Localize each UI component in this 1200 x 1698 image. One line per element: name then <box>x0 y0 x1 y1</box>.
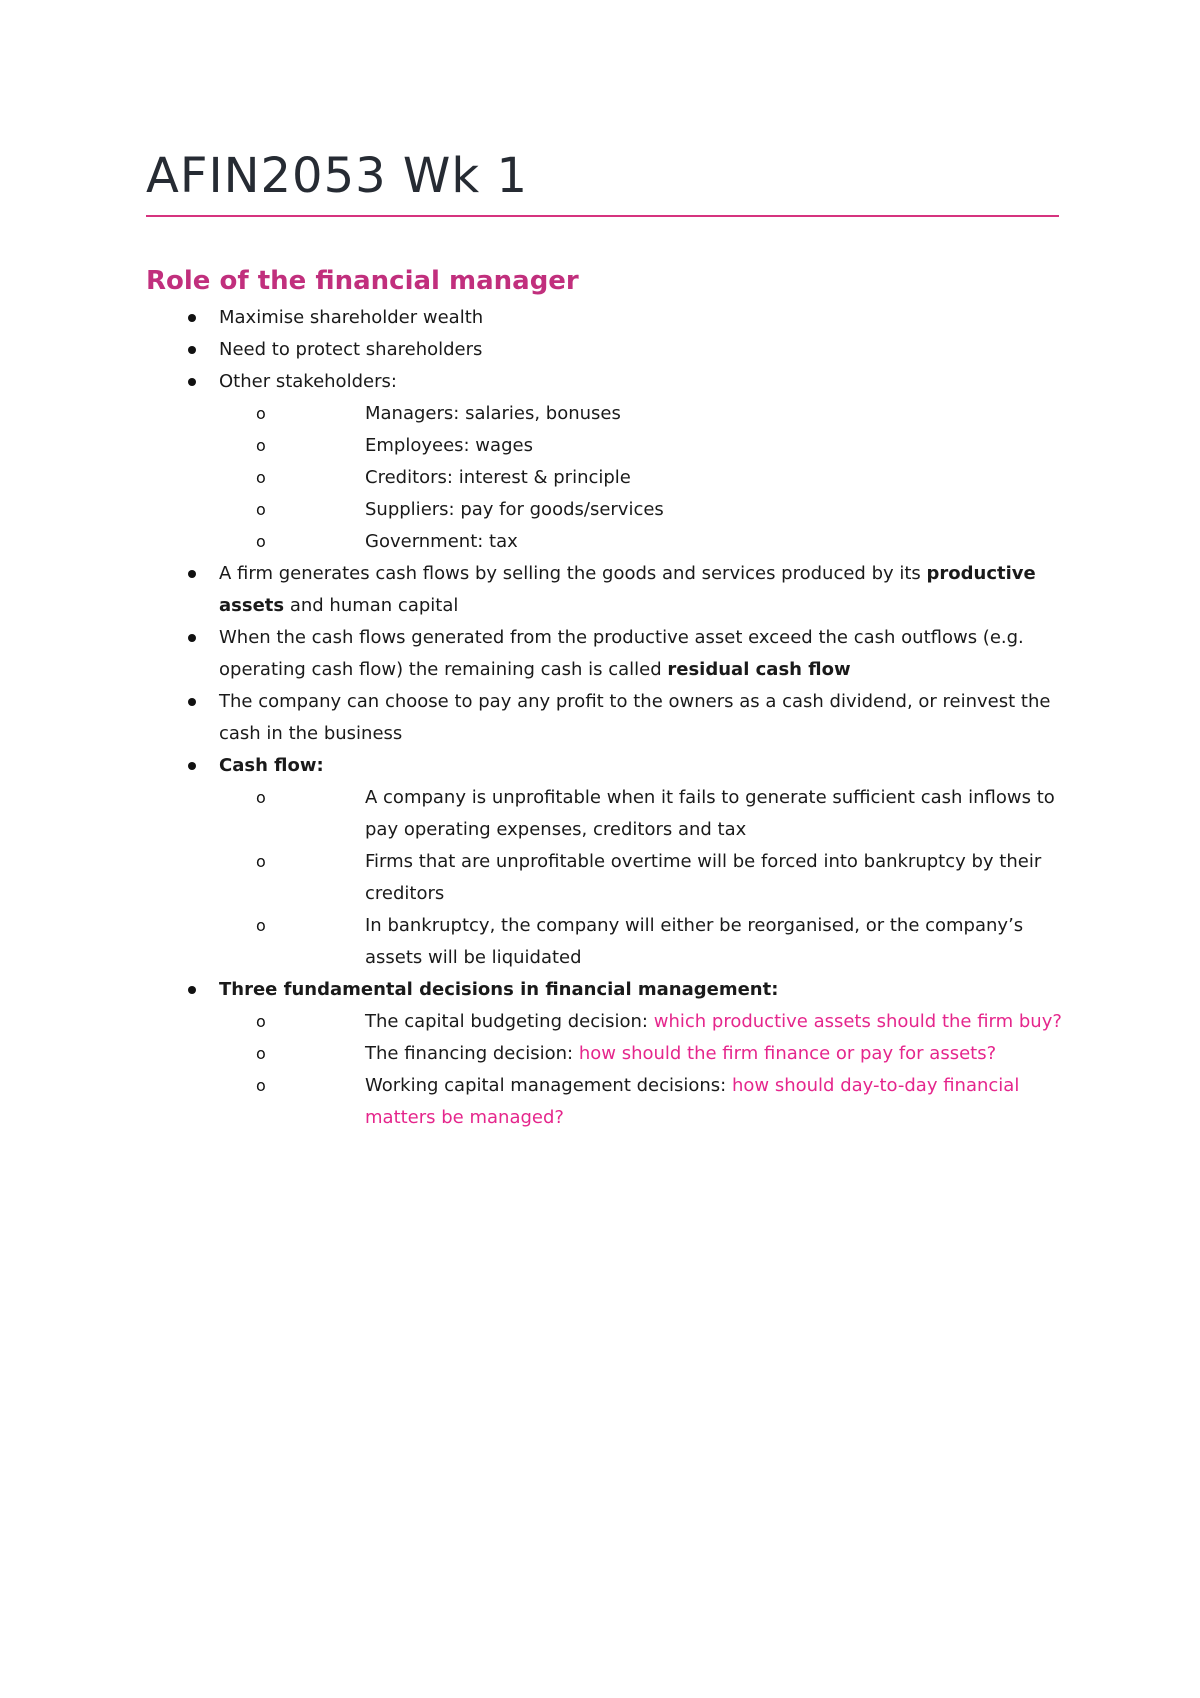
sub-item-text: In bankruptcy, the company will either be reorganised, or the company’s assets will be liquidated <box>365 915 1024 968</box>
sub-bullet-marker: o <box>256 404 266 423</box>
decision-question: how should the firm finance or pay for assets? <box>578 1043 997 1064</box>
sub-bullet-marker: o <box>256 788 266 807</box>
sub-list-item <box>146 430 1066 462</box>
sub-item-text: Employees: wages <box>365 435 533 456</box>
sub-list-item <box>146 1038 1066 1070</box>
text-run: When the cash flows generated from the productive asset exceed the cash outflows (e.g. operating cash flow) the remaining cash is called <box>219 627 1024 680</box>
list-item-text: Need to protect shareholders <box>219 339 483 360</box>
sub-list <box>219 1006 1066 1134</box>
sub-bullet-marker: o <box>256 468 266 487</box>
list-item-text <box>219 563 1036 616</box>
sub-list <box>219 398 1066 558</box>
bullet-dot <box>188 570 196 578</box>
bullet-dot <box>188 762 196 770</box>
sub-item-text: Creditors: interest & principle <box>365 467 631 488</box>
sub-list-item <box>146 526 1066 558</box>
list-item-text: Maximise shareholder wealth <box>219 307 484 328</box>
sub-bullet-marker: o <box>256 852 266 871</box>
sub-list-item <box>146 462 1066 494</box>
bullet-dot <box>188 986 196 994</box>
sub-item-text <box>219 1006 1066 1038</box>
list-item <box>146 558 1066 622</box>
title-underline <box>146 215 1059 217</box>
decision-question: which productive assets should the firm buy? <box>653 1011 1062 1032</box>
list-item <box>146 686 1066 750</box>
bold-label: Three fundamental decisions in financial management: <box>219 979 779 1000</box>
sub-list <box>219 782 1066 974</box>
bold-term: productive assets <box>219 563 1036 616</box>
bold-term: residual cash flow <box>667 659 851 680</box>
text-run: A firm generates cash flows by selling the goods and services produced by its <box>219 563 927 584</box>
bullet-dot <box>188 634 196 642</box>
bold-label: Cash flow: <box>219 755 324 776</box>
sub-bullet-marker: o <box>256 916 266 935</box>
sub-bullet-marker: o <box>256 500 266 519</box>
bullet-dot <box>188 698 196 706</box>
list-item-text <box>219 627 1024 680</box>
list-item <box>146 366 1066 558</box>
text-run: and human capital <box>284 595 459 616</box>
list-item <box>146 622 1066 686</box>
sub-item-text: Suppliers: pay for goods/services <box>365 499 664 520</box>
sub-item-text: Managers: salaries, bonuses <box>365 403 621 424</box>
list-item <box>146 974 1066 1134</box>
list-item <box>146 334 1066 366</box>
bullet-dot <box>188 346 196 354</box>
decision-question: how should day-to-day financial matters be managed? <box>365 1075 1020 1128</box>
bullet-dot <box>188 314 196 322</box>
list-item-text: Other stakeholders: <box>219 371 397 392</box>
sub-list-item <box>146 494 1066 526</box>
sub-item-text: A company is unprofitable when it fails to generate sufficient cash inflows to pay operating expenses, creditors and tax <box>365 787 1055 840</box>
sub-list-item <box>146 782 1066 846</box>
sub-bullet-marker: o <box>256 1076 266 1095</box>
sub-item-text: Firms that are unprofitable overtime will be forced into bankruptcy by their creditors <box>365 851 1042 904</box>
sub-list-item <box>146 910 1066 974</box>
sub-list-item <box>146 1070 1066 1134</box>
sub-bullet-marker: o <box>256 436 266 455</box>
list-item-text: The company can choose to pay any profit to the owners as a cash dividend, or reinvest the cash in the business <box>219 691 1051 744</box>
sub-bullet-marker: o <box>256 532 266 551</box>
sub-item-text <box>219 1070 1066 1134</box>
decision-label: The financing decision: <box>365 1043 579 1064</box>
sub-item-text <box>219 1038 1066 1070</box>
list-item <box>146 750 1066 974</box>
decision-label: Working capital management decisions: <box>365 1075 732 1096</box>
sub-bullet-marker: o <box>256 1012 266 1031</box>
decision-label: The capital budgeting decision: <box>365 1011 654 1032</box>
sub-list-item <box>146 398 1066 430</box>
sub-item-text: Government: tax <box>365 531 518 552</box>
list-item <box>146 302 1066 334</box>
sub-list-item <box>146 1006 1066 1038</box>
section-heading: Role of the financial manager <box>146 266 579 296</box>
document-title: AFIN2053 Wk 1 <box>146 148 528 204</box>
sub-bullet-marker: o <box>256 1044 266 1063</box>
sub-list-item <box>146 846 1066 910</box>
bullet-dot <box>188 378 196 386</box>
bullet-list <box>146 302 1066 1134</box>
